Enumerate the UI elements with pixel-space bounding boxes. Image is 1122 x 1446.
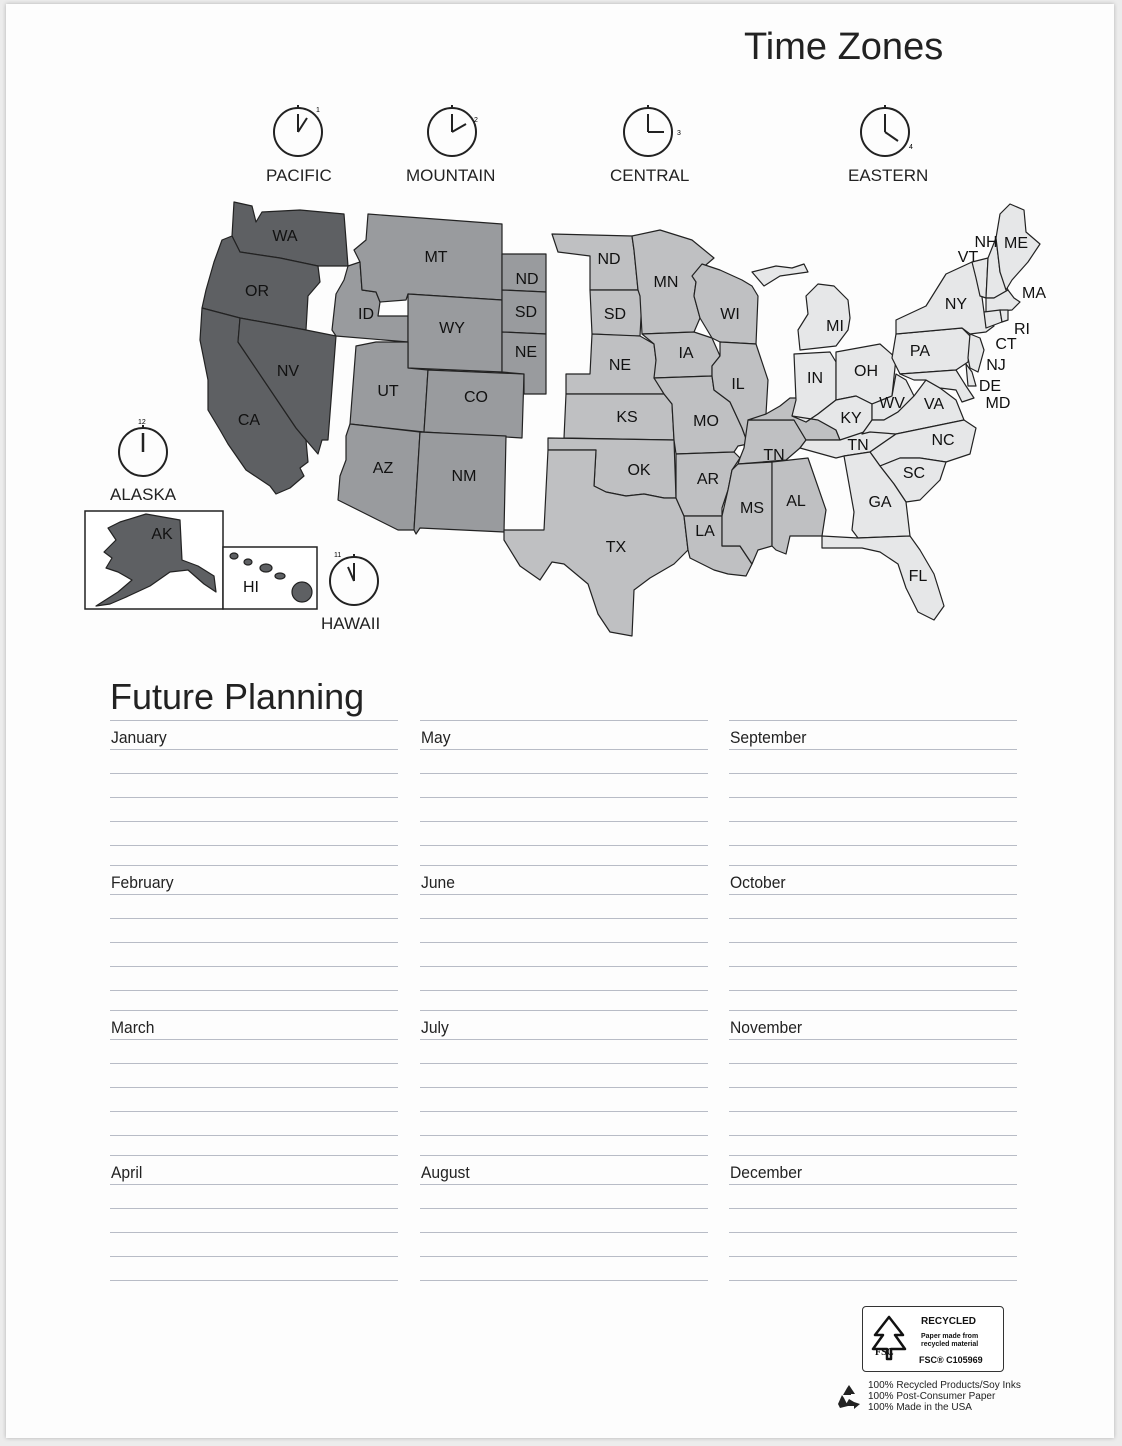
state-nd[interactable] xyxy=(552,234,638,290)
month-block xyxy=(110,1018,398,1163)
clock-icon-central xyxy=(624,105,672,156)
month-label: November xyxy=(730,1018,803,1037)
writing-line[interactable] xyxy=(420,990,708,991)
writing-line[interactable] xyxy=(110,1232,398,1233)
month-block xyxy=(729,1018,1017,1163)
label-sc: SC xyxy=(902,465,926,483)
clock-icon-alaska xyxy=(119,425,167,476)
divider xyxy=(729,1155,1017,1156)
writing-line[interactable] xyxy=(420,749,708,750)
writing-line[interactable] xyxy=(729,918,1017,919)
writing-line[interactable] xyxy=(729,1256,1017,1257)
writing-line[interactable] xyxy=(420,966,708,967)
time-zone-map xyxy=(0,0,1122,660)
writing-line[interactable] xyxy=(420,797,708,798)
time-zones-title: Time Zones xyxy=(744,26,944,68)
label-tx: TX xyxy=(605,539,627,557)
divider xyxy=(110,1010,398,1011)
writing-line[interactable] xyxy=(729,1184,1017,1185)
label-ga: GA xyxy=(868,494,892,512)
writing-line[interactable] xyxy=(420,1063,708,1064)
label-ia: IA xyxy=(678,345,694,363)
label-il: IL xyxy=(731,376,745,394)
writing-line[interactable] xyxy=(729,1111,1017,1112)
writing-line[interactable] xyxy=(729,1208,1017,1209)
label-ne-mtn: NE xyxy=(514,344,538,362)
writing-line[interactable] xyxy=(420,1208,708,1209)
label-la: LA xyxy=(695,523,715,541)
eco-line: 100% Recycled Products/Soy Inks xyxy=(868,1380,1021,1391)
label-ma: MA xyxy=(1022,285,1046,303)
writing-line[interactable] xyxy=(420,845,708,846)
label-de: DE xyxy=(978,378,1002,396)
state-mi[interactable] xyxy=(798,284,850,350)
label-oh: OH xyxy=(854,363,878,381)
writing-line[interactable] xyxy=(420,1135,708,1136)
label-nd-mtn: ND xyxy=(515,271,539,289)
month-label: April xyxy=(111,1163,143,1182)
writing-line[interactable] xyxy=(110,1184,398,1185)
label-fl: FL xyxy=(908,568,928,586)
label-ak: AK xyxy=(151,526,173,544)
label-id: ID xyxy=(358,306,374,324)
label-wi: WI xyxy=(720,306,740,324)
writing-line[interactable] xyxy=(729,773,1017,774)
label-me: ME xyxy=(1004,235,1028,253)
zone-label-alaska: ALASKA xyxy=(110,485,177,504)
label-wv: WV xyxy=(879,395,905,413)
label-nv: NV xyxy=(276,363,300,381)
writing-line[interactable] xyxy=(729,942,1017,943)
label-wa: WA xyxy=(272,228,298,246)
writing-line[interactable] xyxy=(420,1232,708,1233)
zone-label-pacific: PACIFIC xyxy=(266,166,332,185)
writing-line[interactable] xyxy=(110,966,398,967)
zone-label-central: CENTRAL xyxy=(610,166,690,185)
writing-line[interactable] xyxy=(420,1280,708,1281)
label-mt: MT xyxy=(424,249,448,267)
writing-line[interactable] xyxy=(729,1039,1017,1040)
writing-line[interactable] xyxy=(110,1256,398,1257)
month-label: January xyxy=(111,728,167,747)
month-label: May xyxy=(421,728,451,747)
writing-line[interactable] xyxy=(420,1039,708,1040)
state-ct[interactable] xyxy=(984,310,1002,328)
writing-line[interactable] xyxy=(110,1063,398,1064)
writing-line[interactable] xyxy=(110,1087,398,1088)
writing-line[interactable] xyxy=(420,821,708,822)
label-va: VA xyxy=(923,396,945,414)
label-hi: HI xyxy=(243,579,259,597)
label-nj: NJ xyxy=(986,357,1006,375)
label-mo: MO xyxy=(693,413,719,431)
label-or: OR xyxy=(245,283,269,301)
state-pa[interactable] xyxy=(892,328,972,374)
month-block xyxy=(110,873,398,1018)
writing-line[interactable] xyxy=(420,1184,708,1185)
divider xyxy=(420,1010,708,1011)
writing-line[interactable] xyxy=(420,918,708,919)
label-ne: NE xyxy=(608,357,632,375)
clock-hour-eastern: 4 xyxy=(909,144,913,151)
zone-label-eastern: EASTERN xyxy=(848,166,929,185)
writing-line[interactable] xyxy=(110,821,398,822)
label-in: IN xyxy=(807,370,823,388)
month-block xyxy=(420,873,708,1018)
month-block xyxy=(729,728,1017,873)
divider xyxy=(110,720,398,721)
writing-line[interactable] xyxy=(729,1087,1017,1088)
label-sd-mtn: SD xyxy=(514,304,538,322)
label-az: AZ xyxy=(372,460,394,478)
month-label: October xyxy=(730,873,786,892)
label-nm: NM xyxy=(451,468,477,486)
label-mn: MN xyxy=(653,274,679,292)
label-md: MD xyxy=(985,395,1011,413)
writing-line[interactable] xyxy=(110,773,398,774)
month-block xyxy=(420,1163,708,1308)
month-block xyxy=(420,728,708,873)
writing-line[interactable] xyxy=(110,749,398,750)
label-tn: TN xyxy=(763,447,785,465)
label-ri: RI xyxy=(1014,321,1030,339)
label-sd: SD xyxy=(603,306,627,324)
fsc-text: Paper made from recycled material xyxy=(921,1333,979,1348)
label-ut: UT xyxy=(377,383,399,401)
writing-line[interactable] xyxy=(729,1135,1017,1136)
writing-line[interactable] xyxy=(729,966,1017,967)
writing-line[interactable] xyxy=(420,942,708,943)
divider xyxy=(420,865,708,866)
month-block xyxy=(729,873,1017,1018)
label-vt: VT xyxy=(957,249,979,267)
clock-icon-mountain xyxy=(428,105,476,156)
label-nd: ND xyxy=(597,251,621,269)
writing-line[interactable] xyxy=(729,1232,1017,1233)
label-ky: KY xyxy=(840,410,862,428)
writing-line[interactable] xyxy=(420,1256,708,1257)
label-nc: NC xyxy=(931,432,955,450)
divider xyxy=(110,865,398,866)
divider xyxy=(729,720,1017,721)
label-mi: MI xyxy=(826,318,844,336)
writing-line[interactable] xyxy=(110,797,398,798)
writing-line[interactable] xyxy=(110,1280,398,1281)
month-label: July xyxy=(421,1018,449,1037)
label-ms: MS xyxy=(740,500,764,518)
divider xyxy=(110,1155,398,1156)
writing-line[interactable] xyxy=(110,1111,398,1112)
fsc-mark: FSC xyxy=(875,1347,894,1358)
state-wi[interactable] xyxy=(692,264,758,344)
fsc-code: FSC® C105969 xyxy=(919,1355,983,1365)
writing-line[interactable] xyxy=(729,990,1017,991)
writing-line[interactable] xyxy=(729,845,1017,846)
future-planning-title: Future Planning xyxy=(110,676,365,717)
month-label: February xyxy=(111,873,174,892)
label-ca: CA xyxy=(237,412,261,430)
writing-line[interactable] xyxy=(729,1280,1017,1281)
writing-line[interactable] xyxy=(110,990,398,991)
eco-line: 100% Made in the USA xyxy=(868,1402,972,1413)
divider xyxy=(420,720,708,721)
label-ar: AR xyxy=(696,471,720,489)
state-mi-up[interactable] xyxy=(752,264,808,286)
writing-line[interactable] xyxy=(420,773,708,774)
divider xyxy=(420,1155,708,1156)
divider xyxy=(729,865,1017,866)
writing-line[interactable] xyxy=(110,918,398,919)
label-ks: KS xyxy=(616,409,638,427)
clock-hour-pacific: 1 xyxy=(316,107,320,114)
clock-hour-central: 3 xyxy=(677,130,681,137)
clock-hour-alaska: 12 xyxy=(138,419,146,426)
state-nj[interactable] xyxy=(968,334,984,372)
fsc-heading: RECYCLED xyxy=(921,1316,977,1327)
label-ny: NY xyxy=(944,296,968,314)
label-nh: NH xyxy=(974,234,998,252)
eco-statements xyxy=(868,1380,1021,1413)
writing-line[interactable] xyxy=(420,894,708,895)
fsc-certification-badge xyxy=(862,1306,1004,1372)
month-block xyxy=(420,1018,708,1163)
month-label: June xyxy=(421,873,455,892)
writing-line[interactable] xyxy=(420,1111,708,1112)
zone-label-hawaii: HAWAII xyxy=(321,614,381,633)
zone-label-mountain: MOUNTAIN xyxy=(406,166,496,185)
clock-icon-hawaii xyxy=(330,554,378,605)
writing-line[interactable] xyxy=(110,1135,398,1136)
month-block xyxy=(729,1163,1017,1308)
divider xyxy=(729,1010,1017,1011)
clock-hour-hawaii: 11 xyxy=(334,552,342,559)
month-label: March xyxy=(111,1018,155,1037)
label-ct: CT xyxy=(995,336,1017,354)
month-label: September xyxy=(730,728,807,747)
month-block xyxy=(110,1163,398,1308)
label-ok: OK xyxy=(627,462,651,480)
state-ri[interactable] xyxy=(1000,310,1008,322)
month-label: December xyxy=(730,1163,803,1182)
label-tn-east: TN xyxy=(847,437,869,455)
writing-line[interactable] xyxy=(729,797,1017,798)
label-wy: WY xyxy=(439,320,465,338)
writing-line[interactable] xyxy=(729,821,1017,822)
month-block xyxy=(110,728,398,873)
writing-line[interactable] xyxy=(729,894,1017,895)
label-pa: PA xyxy=(909,343,931,361)
label-al: AL xyxy=(786,493,806,511)
writing-line[interactable] xyxy=(729,749,1017,750)
writing-line[interactable] xyxy=(110,845,398,846)
clock-hour-mountain: 2 xyxy=(474,117,478,124)
eco-line: 100% Post-Consumer Paper xyxy=(868,1391,996,1402)
recycle-icon xyxy=(834,1382,864,1412)
clock-icon-eastern xyxy=(861,105,909,156)
writing-line[interactable] xyxy=(110,1208,398,1209)
writing-line[interactable] xyxy=(110,942,398,943)
writing-line[interactable] xyxy=(110,894,398,895)
writing-line[interactable] xyxy=(420,1087,708,1088)
label-co: CO xyxy=(464,389,488,407)
month-label: August xyxy=(421,1163,470,1182)
writing-line[interactable] xyxy=(729,1063,1017,1064)
writing-line[interactable] xyxy=(110,1039,398,1040)
clock-icon-pacific xyxy=(274,105,322,156)
